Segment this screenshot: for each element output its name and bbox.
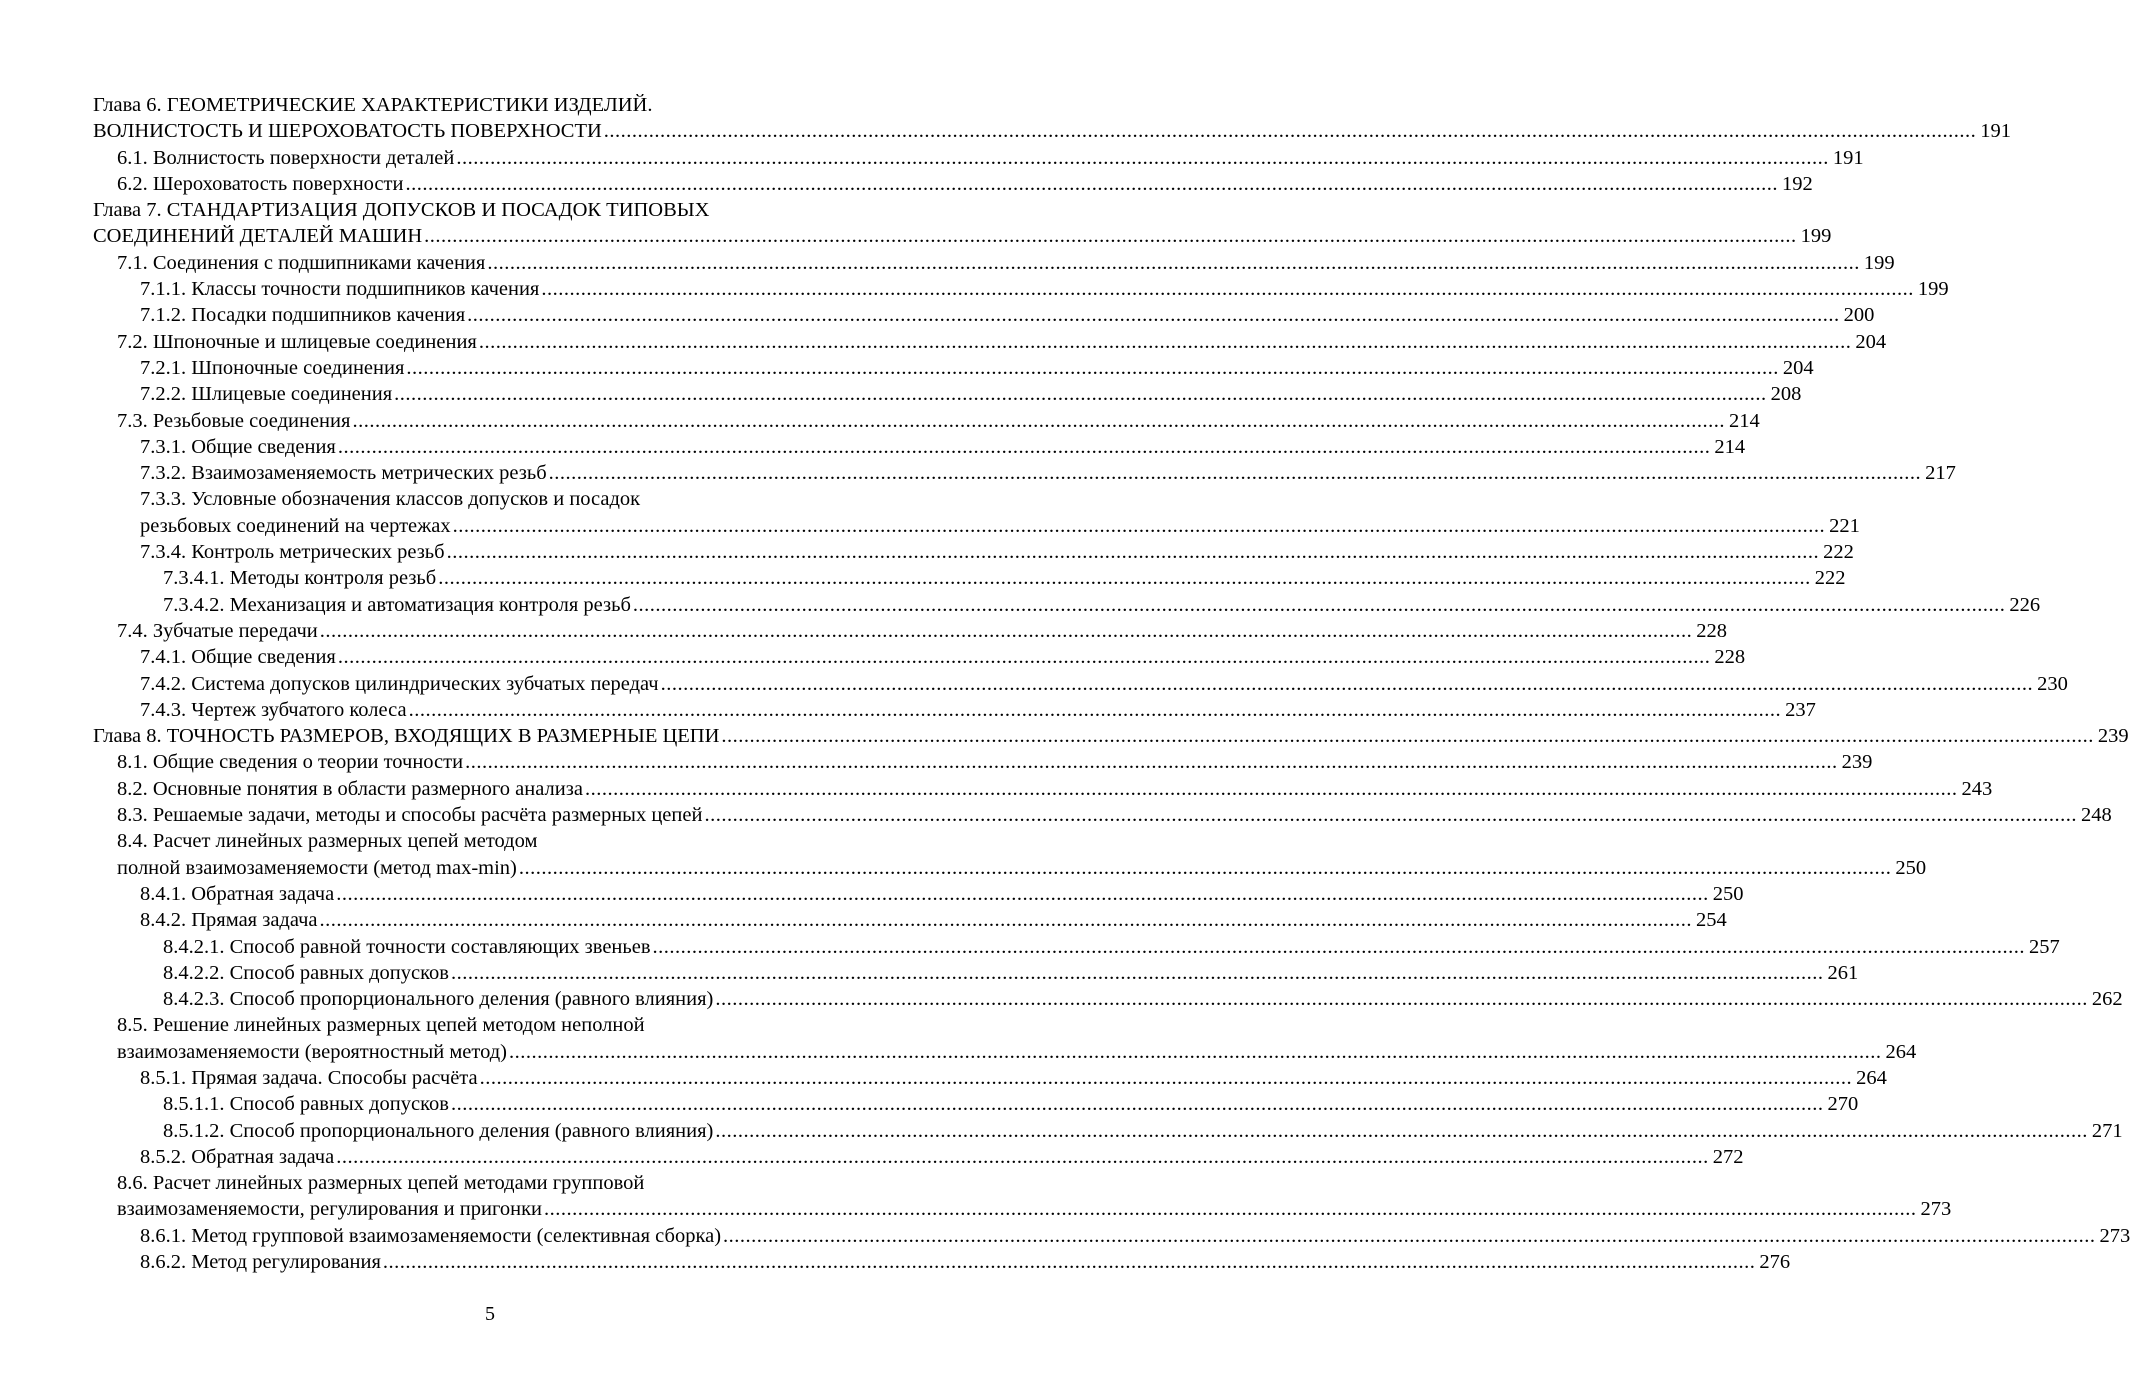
toc-entry-title: 7.1. Соединения с подшипниками качения	[117, 251, 486, 274]
toc-leader-dots	[604, 118, 1977, 144]
toc-leader-dots	[465, 749, 1838, 775]
toc-entry-title: 8.2. Основные понятия в области размерного анализа	[117, 777, 583, 800]
toc-entry	[93, 1118, 2123, 1144]
toc-entry-title: 8.4.2. Прямая задача	[140, 909, 318, 932]
toc-entry-title: 8.5.1.2. Способ пропорционального деления (равного влияния)	[163, 1119, 714, 1142]
toc-entry-page: 221	[1829, 514, 1860, 537]
toc-entry-title: 8.4.1. Обратная задача	[140, 882, 335, 905]
toc-entry	[93, 986, 2123, 1012]
toc-entry	[93, 539, 1854, 565]
toc-entry	[93, 1249, 1791, 1275]
toc-entry-page: 230	[2037, 672, 2068, 695]
table-of-contents	[93, 92, 2130, 1275]
toc-entry-title: 7.3.4.1. Методы контроля резьб	[163, 567, 437, 590]
toc-entry	[93, 434, 1746, 460]
toc-entry-page: 262	[2091, 988, 2123, 1011]
toc-entry	[93, 1039, 1917, 1065]
toc-entry	[93, 565, 1846, 591]
toc-leader-dots	[320, 907, 1693, 933]
toc-entry-title: 8.1. Общие сведения о теории точности	[117, 751, 464, 774]
toc-entry	[93, 355, 1814, 381]
toc-entry-page: 271	[2091, 1119, 2123, 1142]
toc-leader-dots	[451, 1091, 1824, 1117]
toc-entry	[93, 197, 887, 223]
toc-entry	[93, 513, 1860, 539]
toc-leader-dots	[394, 381, 1767, 407]
toc-entry-title: 7.3.1. Общие сведения	[140, 435, 336, 458]
toc-leader-dots	[409, 697, 1782, 723]
toc-leader-dots	[661, 671, 2034, 697]
toc-leader-dots	[633, 592, 2006, 618]
toc-entry-page: 192	[1781, 172, 1813, 195]
toc-entry-title: взаимозаменяемости, регулирования и пригонки	[117, 1198, 542, 1221]
toc-entry-page: 273	[2099, 1224, 2130, 1247]
toc-entry-title: 6.2. Шероховатость поверхности	[117, 172, 404, 195]
toc-entry	[93, 749, 1873, 775]
toc-entry	[93, 855, 1927, 881]
toc-leader-dots	[519, 855, 1892, 881]
toc-entry	[93, 697, 1816, 723]
toc-entry	[93, 934, 2060, 960]
toc-leader-dots	[723, 1223, 2096, 1249]
toc-entry-page: 199	[1917, 278, 1949, 301]
toc-entry	[93, 802, 2112, 828]
toc-entry-page: 191	[1832, 146, 1864, 169]
toc-entry	[93, 1144, 1744, 1170]
toc-entry	[93, 723, 2129, 749]
toc-leader-dots	[352, 408, 1725, 434]
toc-entry-page: 264	[1885, 1040, 1917, 1063]
toc-entry-title: СОЕДИНЕНИЙ ДЕТАЛЕЙ МАШИН	[93, 225, 423, 248]
toc-leader-dots	[453, 513, 1826, 539]
toc-leader-dots	[338, 644, 1711, 670]
toc-entry-title: 8.4.2.3. Способ пропорционального деления (равного влияния)	[163, 988, 714, 1011]
toc-entry	[93, 381, 1802, 407]
toc-entry-page: 226	[2009, 593, 2041, 616]
toc-entry-title: 6.1. Волнистость поверхности деталей	[117, 146, 455, 169]
toc-entry	[93, 460, 1956, 486]
toc-entry-title: 7.3. Резьбовые соединения	[117, 409, 351, 432]
toc-entry-title: взаимозаменяемости (вероятностный метод)	[117, 1040, 508, 1063]
toc-entry-title: 8.4.2.1. Способ равной точности составляющих звеньев	[163, 935, 651, 958]
toc-entry-title: Глава 6. ГЕОМЕТРИЧЕСКИЕ ХАРАКТЕРИСТИКИ ИЗДЕЛИЙ.	[93, 94, 653, 116]
toc-entry-page: 250	[1895, 856, 1927, 879]
toc-entry-title: 7.2.1. Шпоночные соединения	[140, 356, 405, 379]
toc-leader-dots	[479, 329, 1852, 355]
toc-leader-dots	[424, 223, 1797, 249]
toc-entry	[93, 828, 887, 854]
toc-entry	[93, 92, 887, 118]
toc-leader-dots	[336, 881, 1709, 907]
toc-entry-page: 208	[1770, 383, 1802, 406]
toc-leader-dots	[715, 1118, 2088, 1144]
toc-entry-page: 257	[2029, 935, 2060, 958]
toc-entry-title: 8.5.1.1. Способ равных допусков	[163, 1093, 449, 1116]
toc-entry	[93, 171, 1813, 197]
toc-entry-title: Глава 7. СТАНДАРТИЗАЦИЯ ДОПУСКОВ И ПОСАДОК ТИПОВЫХ	[93, 199, 710, 222]
toc-entry-page: 276	[1759, 1251, 1791, 1274]
toc-entry-title: 8.6.1. Метод групповой взаимозаменяемости (селективная сборка)	[140, 1224, 722, 1247]
toc-leader-dots	[383, 1249, 1756, 1275]
toc-entry-page: 199	[1863, 251, 1895, 274]
toc-entry-page: 217	[1925, 462, 1956, 485]
toc-entry	[93, 145, 1864, 171]
toc-leader-dots	[467, 302, 1840, 328]
toc-entry-page: 261	[1827, 961, 1859, 984]
toc-entry	[93, 776, 1993, 802]
toc-entry-title: 8.6.2. Метод регулирования	[140, 1251, 381, 1274]
toc-entry-title: 7.4.1. Общие сведения	[140, 646, 336, 669]
toc-entry-title: 7.3.2. Взаимозаменяемость метрических резьб	[140, 462, 547, 485]
toc-entry	[93, 408, 1760, 434]
toc-entry-title: 7.4.2. Система допусков цилиндрических зубчатых передач	[140, 672, 659, 695]
toc-entry	[93, 618, 1727, 644]
toc-entry-page: 191	[1980, 120, 2012, 143]
toc-entry	[93, 1170, 887, 1196]
toc-entry-page: 222	[1823, 541, 1854, 564]
toc-entry-page: 239	[1841, 751, 1873, 774]
toc-entry-title: Глава 8. ТОЧНОСТЬ РАЗМЕРОВ, ВХОДЯЩИХ В РАЗМЕРНЫЕ ЦЕПИ	[93, 725, 720, 748]
toc-entry	[93, 302, 1875, 328]
toc-entry-title: 7.3.4.2. Механизация и автоматизация контроля резьб	[163, 593, 631, 616]
toc-entry	[93, 960, 1859, 986]
toc-leader-dots	[715, 986, 2088, 1012]
toc-leader-dots	[438, 565, 1811, 591]
toc-leader-dots	[406, 355, 1779, 381]
toc-entry-page: 237	[1785, 698, 1816, 721]
toc-entry	[93, 1012, 887, 1038]
toc-leader-dots	[405, 171, 1778, 197]
toc-entry-title: 7.2.2. Шлицевые соединения	[140, 383, 393, 406]
toc-entry	[93, 1196, 1952, 1222]
toc-leader-dots	[509, 1039, 1882, 1065]
toc-entry-page: 199	[1800, 225, 1832, 248]
toc-entry-title: 7.1.1. Классы точности подшипников качения	[140, 278, 540, 301]
toc-entry-page: 239	[2097, 725, 2129, 748]
toc-entry-title: 8.5.2. Обратная задача	[140, 1145, 335, 1168]
toc-entry-page: 228	[1696, 619, 1727, 642]
toc-entry-title: полной взаимозаменяемости (метод max-min)	[117, 856, 517, 879]
toc-entry-page: 204	[1855, 330, 1887, 353]
toc-entry	[93, 592, 2041, 618]
toc-entry-title: 8.5. Решение линейных размерных цепей методом неполной	[117, 1014, 645, 1037]
toc-entry-title: 8.5.1. Прямая задача. Способы расчёта	[140, 1066, 478, 1089]
toc-entry-title: 7.1.2. Посадки подшипников качения	[140, 304, 466, 327]
toc-entry-page: 250	[1712, 882, 1744, 905]
toc-entry-title: 8.3. Решаемые задачи, методы и способы расчёта размерных цепей	[117, 804, 703, 827]
toc-entry-title: 7.2. Шпоночные и шлицевые соединения	[117, 330, 477, 353]
toc-leader-dots	[487, 250, 1860, 276]
toc-entry-page: 270	[1827, 1093, 1859, 1116]
toc-leader-dots	[653, 934, 2026, 960]
toc-entry-page: 248	[2080, 804, 2112, 827]
toc-entry	[93, 329, 1887, 355]
toc-entry-title: 7.3.3. Условные обозначения классов допусков и посадок	[140, 488, 641, 511]
toc-entry-page: 272	[1712, 1145, 1744, 1168]
toc-entry	[93, 118, 2012, 144]
toc-entry-page: 228	[1714, 646, 1746, 669]
toc-entry-page: 200	[1843, 304, 1875, 327]
toc-entry	[93, 223, 1832, 249]
toc-entry-title: 7.3.4. Контроль метрических резьб	[140, 541, 445, 564]
toc-leader-dots	[456, 145, 1829, 171]
toc-entry-page: 243	[1961, 777, 1993, 800]
toc-entry	[93, 881, 1744, 907]
toc-leader-dots	[336, 1144, 1709, 1170]
toc-leader-dots	[480, 1065, 1853, 1091]
toc-entry-page: 273	[1920, 1198, 1952, 1221]
toc-entry	[93, 276, 1949, 302]
toc-entry-page: 204	[1782, 356, 1814, 379]
toc-entry-title: 7.4.3. Чертеж зубчатого колеса	[140, 698, 407, 721]
toc-leader-dots	[704, 802, 2077, 828]
toc-entry	[93, 644, 1746, 670]
toc-entry-title: ВОЛНИСТОСТЬ И ШЕРОХОВАТОСТЬ ПОВЕРХНОСТИ	[93, 120, 602, 143]
toc-entry	[93, 671, 2068, 697]
toc-entry	[93, 250, 1895, 276]
toc-entry	[93, 1065, 1887, 1091]
toc-entry-title: 7.4. Зубчатые передачи	[117, 619, 318, 642]
toc-entry-title: 8.4. Расчет линейных размерных цепей методом	[117, 830, 538, 853]
toc-leader-dots	[338, 434, 1711, 460]
toc-entry-title: 8.6. Расчет линейных размерных цепей методами групповой	[117, 1172, 645, 1195]
toc-leader-dots	[721, 723, 2094, 749]
toc-entry-page: 222	[1814, 567, 1846, 590]
toc-entry	[93, 1223, 2130, 1249]
toc-leader-dots	[585, 776, 1958, 802]
toc-leader-dots	[544, 1196, 1917, 1222]
toc-leader-dots	[451, 960, 1824, 986]
toc-entry-title: 8.4.2.2. Способ равных допусков	[163, 961, 449, 984]
toc-entry-page: 264	[1856, 1066, 1887, 1089]
page-number: 5	[485, 1303, 495, 1325]
toc-entry	[93, 907, 1727, 933]
toc-entry-page: 214	[1728, 409, 1760, 432]
toc-leader-dots	[320, 618, 1693, 644]
toc-leader-dots	[447, 539, 1820, 565]
toc-entry-title: резьбовых соединений на чертежах	[140, 514, 451, 537]
toc-entry	[93, 486, 887, 512]
toc-leader-dots	[549, 460, 1922, 486]
toc-entry-page: 214	[1714, 435, 1746, 458]
toc-leader-dots	[541, 276, 1914, 302]
toc-entry-page: 254	[1696, 909, 1727, 932]
toc-entry	[93, 1091, 1859, 1117]
